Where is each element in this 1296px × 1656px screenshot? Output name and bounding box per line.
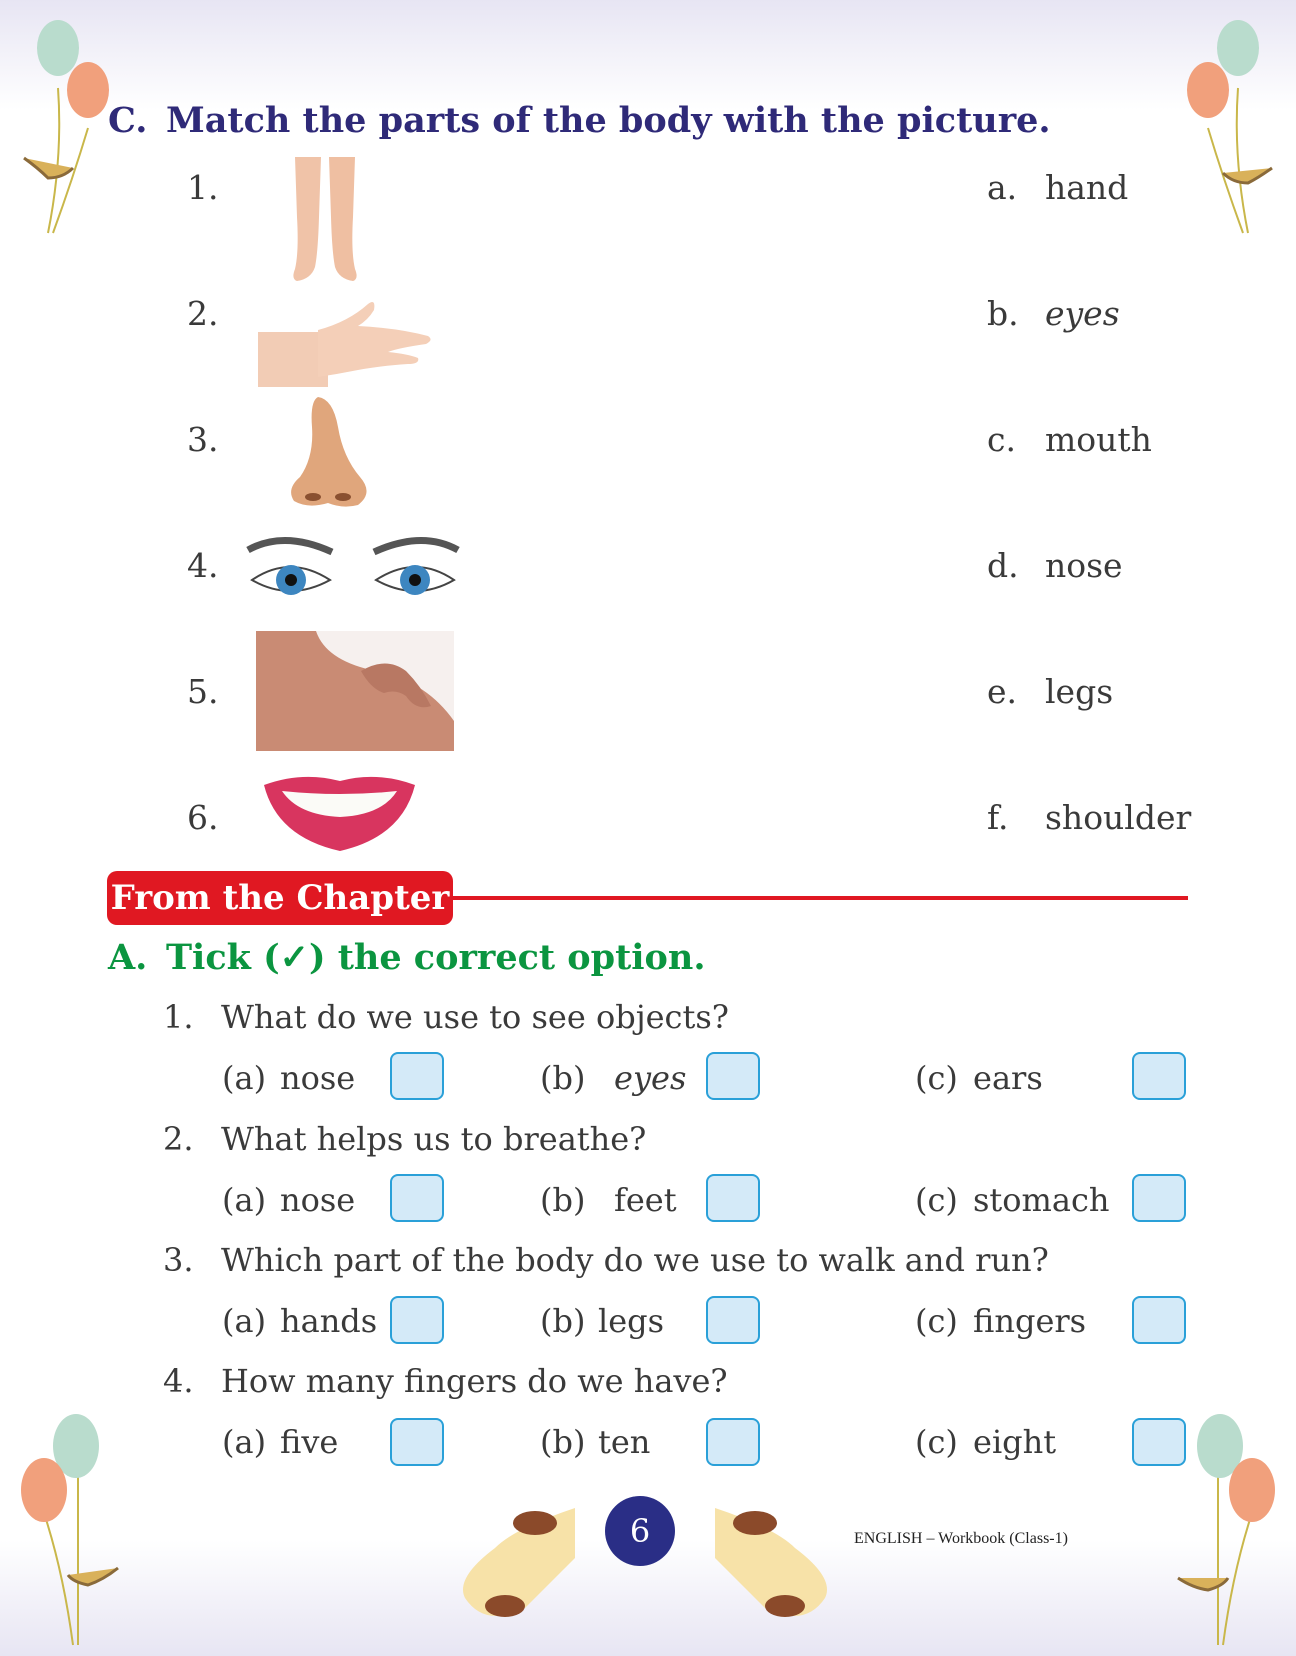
eyes-picture: [244, 530, 462, 606]
q3-option-a-checkbox[interactable]: [390, 1296, 444, 1344]
hand-picture: [258, 292, 433, 387]
shoulder-picture: [256, 631, 454, 751]
match-option-letter-b: b.: [987, 294, 1019, 333]
match-number-4: 4.: [187, 546, 219, 585]
q1-option-a-checkbox[interactable]: [390, 1052, 444, 1100]
question-number: 3.: [163, 1241, 194, 1279]
match-option-letter-a: a.: [987, 168, 1018, 207]
nose-picture: [288, 397, 373, 509]
match-option-letter-c: c.: [987, 420, 1016, 459]
section-c-heading: Match the parts of the body with the picture.: [166, 100, 1051, 141]
q2-option-b-checkbox[interactable]: [706, 1174, 760, 1222]
q1-option-c: (c) ears: [915, 1059, 1043, 1097]
q3-option-a: (a) hands: [222, 1302, 378, 1340]
match-number-2: 2.: [187, 294, 219, 333]
q3-option-b-checkbox[interactable]: [706, 1296, 760, 1344]
match-number-5: 5.: [187, 672, 219, 711]
match-option-eyes: eyes: [1045, 294, 1120, 333]
q4-option-c-checkbox[interactable]: [1132, 1418, 1186, 1466]
question-text: Which part of the body do we use to walk and run?: [221, 1241, 1049, 1279]
q4-option-c: (c) eight: [915, 1423, 1057, 1461]
book-title: ENGLISH – Workbook (Class-1): [854, 1530, 1068, 1547]
mouth-picture: [262, 767, 417, 852]
match-option-hand: hand: [1045, 168, 1129, 207]
match-option-letter-f: f.: [987, 798, 1009, 837]
match-option-letter-e: e.: [987, 672, 1018, 711]
section-a-title: [108, 937, 706, 978]
q2-option-c-checkbox[interactable]: [1132, 1174, 1186, 1222]
q2-option-b: (b) feet: [540, 1181, 677, 1219]
question-text: What helps us to breathe?: [221, 1120, 647, 1158]
q1-option-b: (b) eyes: [540, 1059, 687, 1097]
question-number: 4.: [163, 1362, 194, 1400]
q1-option-a: (a) nose: [222, 1059, 356, 1097]
legs-picture: [285, 157, 365, 285]
q3-option-c-checkbox[interactable]: [1132, 1296, 1186, 1344]
balloons-decoration-bottom-left: [18, 1410, 128, 1650]
section-c-title: [108, 100, 1051, 141]
match-number-1: 1.: [187, 168, 219, 207]
section-c-label: C.: [108, 100, 148, 141]
question-text: What do we use to see objects?: [221, 998, 729, 1036]
match-option-mouth: mouth: [1045, 420, 1152, 459]
balloons-decoration-top-right: [1168, 18, 1278, 238]
question-number: 1.: [163, 998, 194, 1036]
q3-option-c: (c) fingers: [915, 1302, 1087, 1340]
section-a-label: A.: [108, 937, 148, 978]
match-number-3: 3.: [187, 420, 219, 459]
match-option-legs: legs: [1045, 672, 1114, 711]
page-number: 6: [605, 1496, 675, 1566]
q4-option-a-checkbox[interactable]: [390, 1418, 444, 1466]
q4-option-b-checkbox[interactable]: [706, 1418, 760, 1466]
question-text: How many fingers do we have?: [221, 1362, 728, 1400]
q2-option-c: (c) stomach: [915, 1181, 1110, 1219]
question-1: [163, 998, 729, 1036]
match-option-letter-d: d.: [987, 546, 1019, 585]
match-option-shoulder: shoulder: [1045, 798, 1192, 837]
section-a-heading: Tick (✓) the correct option.: [166, 937, 706, 978]
match-option-nose: nose: [1045, 546, 1123, 585]
q3-option-b: (b) legs: [540, 1302, 665, 1340]
chapter-divider: [450, 896, 1188, 900]
question-3: [163, 1241, 1049, 1279]
q1-option-c-checkbox[interactable]: [1132, 1052, 1186, 1100]
q4-option-a: (a) five: [222, 1423, 339, 1461]
question-2: [163, 1120, 646, 1158]
q2-option-a-checkbox[interactable]: [390, 1174, 444, 1222]
question-number: 2.: [163, 1120, 194, 1158]
question-4: [163, 1362, 728, 1400]
q2-option-a: (a) nose: [222, 1181, 356, 1219]
match-number-6: 6.: [187, 798, 219, 837]
q4-option-b: (b) ten: [540, 1423, 651, 1461]
chapter-banner: From the Chapter: [107, 871, 453, 925]
q1-option-b-checkbox[interactable]: [706, 1052, 760, 1100]
